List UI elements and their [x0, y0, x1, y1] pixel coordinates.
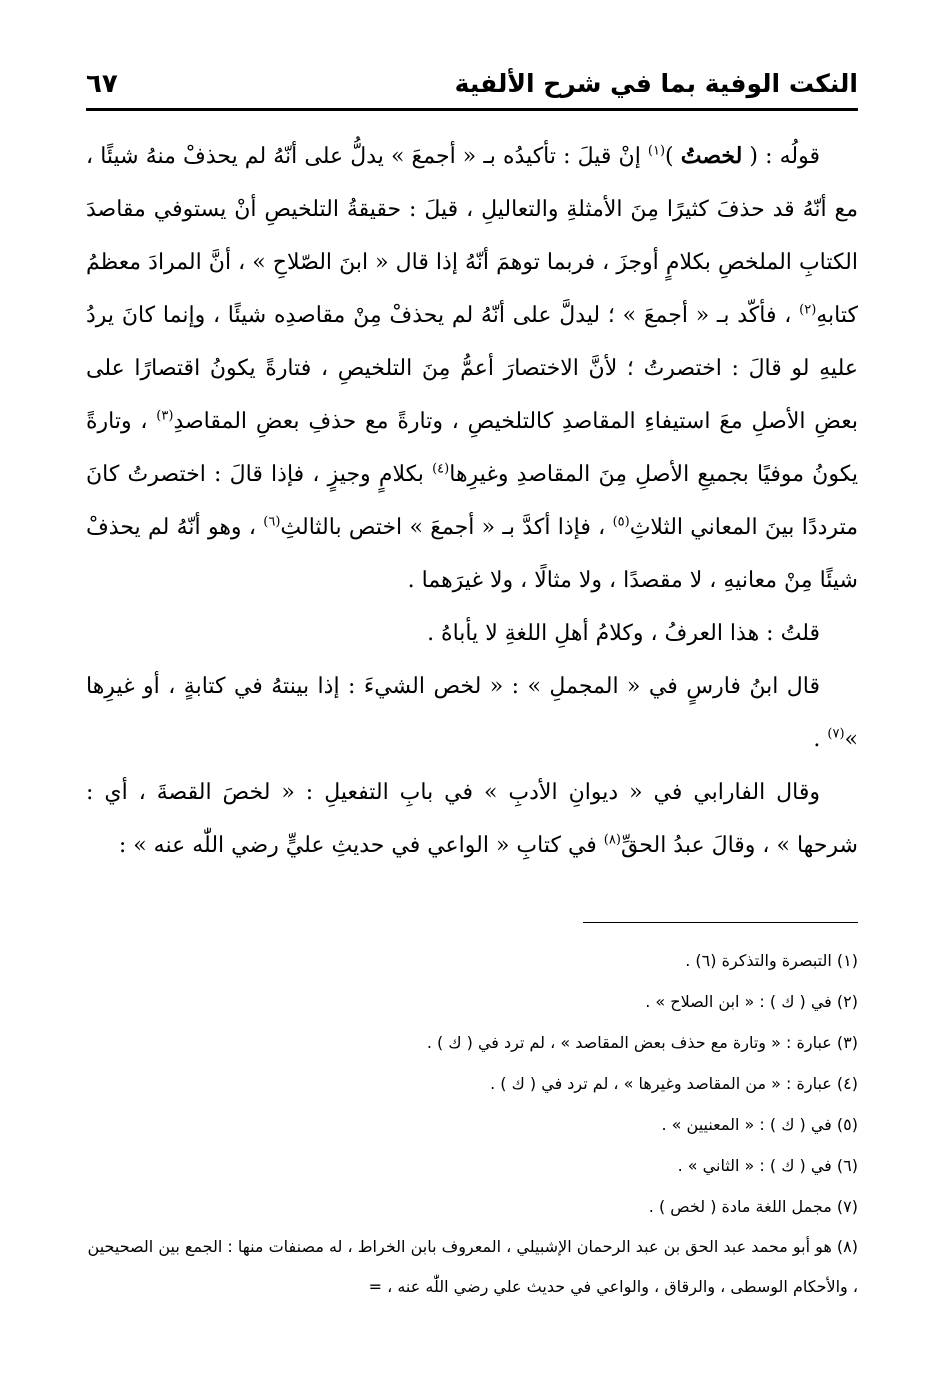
footnote-1: (١) التبصرة والتذكرة (٦) . [685, 951, 858, 970]
paragraph-commentary [86, 130, 858, 607]
footnote-ref-1: (١) [647, 143, 666, 159]
page-header [86, 58, 858, 104]
paragraph-text: ، فأكّد بـ « أجمعَ » ؛ ليدلَّ على أنّهُ لم يحذفْ مِنْ مقاصدِه شيئًا ، وإنما كانَ يردُ عليهِ لو قالَ : اختصرتُ ؛ لأنَّ الاختصارَ أعمُّ مِنَ التلخيصِ ، فتارةً يكونُ اقتصارًا على بعضِ الأصلِ معَ استيفاءِ المقاصدِ كالتلخيصِ ، وتارةً مع حذفِ بعضِ المقاصدِ [86, 303, 858, 434]
paragraph-text: قال ابنُ فارسٍ في « المجملِ » : « لخص الشيءَ : إذا بينتهُ في كتابةٍ ، أو غيرِها » [86, 674, 858, 752]
footnote-ref-5: (٥) [612, 514, 630, 530]
footnote-ref-4: (٤) [432, 461, 450, 477]
footnote-ref-3: (٣) [156, 408, 174, 424]
footnote-5: (٥) في ( ك ) : « المعنيين » . [661, 1115, 858, 1134]
footnote-ref-2: (٢) [799, 302, 817, 318]
quote-lead: قولُه : ( [742, 144, 820, 169]
quoted-keyword: لخصتُ [680, 143, 743, 169]
paragraph-ibn-faris [86, 660, 858, 766]
paragraph-remark: قلتُ : هذا العرفُ ، وكلامُ أهلِ اللغةِ لا يأباهُ . [427, 621, 820, 646]
paragraph-text: بكلامٍ وجيزٍ ، فإذا قالَ : اختصرتُ كانَ مترددًا بينَ المعاني الثلاثِ [86, 462, 858, 540]
page-number: ٦٧ [86, 69, 118, 99]
footnote-7: (٧) مجمل اللغة مادة ( لخص ) . [648, 1197, 858, 1216]
footnote-ref-6: (٦) [263, 514, 281, 530]
paragraph-farabi [86, 766, 858, 872]
footnote-6: (٦) في ( ك ) : « الثاني » . [677, 1156, 858, 1175]
paragraph-text: إنْ قيلَ : تأكيدُه بـ « أجمعَ » يدلُّ على أنّهُ لم يحذفْ منهُ شيئًا ، مع أنّهُ قد حذفَ كثيرًا مِنَ الأمثلةِ والتعاليلِ ، قيلَ : حقيقةُ التلخيصِ أنْ يستوفي مقاصدَ الكتابِ الملخصِ بكلامٍ أوجزَ ، فربما توهمَ أنّهُ إذا قال « ابنَ الصّلاحِ » ، أنَّ المرادَ معظمُ كتابهِ [86, 144, 858, 328]
footnote-8: (٨) هو أبو محمد عبد الحق بن عبد الرحمان الإشبيلي ، المعروف بابن الخراط ، له مصنفات منها : الجمع بين الصحيحين ، والأحكام الوسطى ، والرقاق ، والواعي في حديث علي رضي اللّٰه عنه ، = [87, 1237, 858, 1296]
paragraph-text: ، وتارةً يكونُ موفيًا بجميعِ الأصلِ مِنَ المقاصدِ وغيرِها [86, 409, 858, 487]
header-rule [86, 108, 858, 111]
footnote-4: (٤) عبارة : « من المقاصد وغيرها » ، لم ترد في ( ك ) . [490, 1074, 858, 1093]
footnote-ref-7: (٧) [827, 726, 845, 742]
footnote-ref-8: (٨) [603, 832, 621, 848]
footnotes [86, 940, 858, 1307]
paragraph-text: ، وهو أنّهُ لم يحذفْ شيئًا مِنْ معانيهِ ، لا مقصدًا ، ولا مثالًا ، ولا غيرَهما . [86, 515, 858, 593]
paragraph-text: في كتابِ « الواعي في حديثِ عليٍّ رضي اللّٰه عنه » : [118, 833, 604, 858]
paragraph-text: وقال الفارابي في « ديوانِ الأدبِ » في بابِ التفعيلِ : « لخصَ القصةَ ، أي : شرحها » ، وقالَ عبدُ الحقِّ [86, 780, 858, 858]
body-text [86, 130, 858, 872]
quote-close: ) [665, 144, 681, 169]
footnote-3: (٣) عبارة : « وتارة مع حذف بعض المقاصد » ، لم ترد في ( ك ) . [426, 1033, 858, 1052]
paragraph-end: . [813, 727, 828, 752]
footnote-separator [583, 922, 858, 923]
footnote-2: (٢) في ( ك ) : « ابن الصلاح » . [645, 992, 858, 1011]
running-title: النكت الوفية بما في شرح الألفية [454, 69, 858, 98]
paragraph-text: ، فإذا أكدَّ بـ « أجمعَ » اختص بالثالثِ [280, 515, 613, 540]
